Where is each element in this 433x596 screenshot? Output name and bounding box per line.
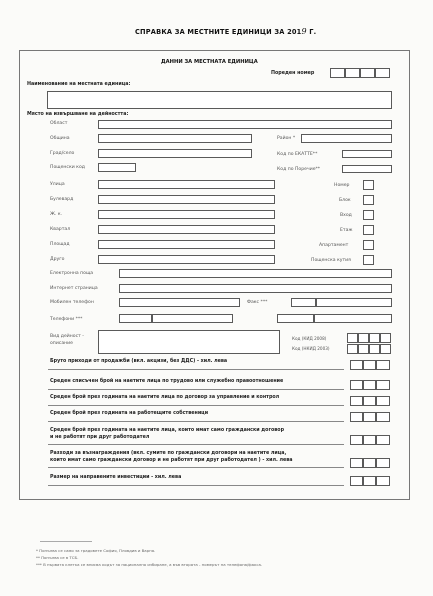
q-wages-label-1: Разходи за възнаграждения (вкл. сумите по граждански договори на наетите лица, bbox=[50, 451, 287, 456]
poreche-label: Код по Поречие** bbox=[277, 167, 321, 172]
web-label: Интернет страница bbox=[50, 286, 98, 291]
mobile-label: Мобилен телефон bbox=[50, 300, 94, 305]
blok-label: Блок bbox=[339, 198, 351, 203]
nomer-field[interactable] bbox=[363, 180, 374, 190]
obshtina-label: Община bbox=[50, 136, 70, 141]
phone1-number-field[interactable] bbox=[152, 314, 233, 323]
phone2-code-field[interactable] bbox=[277, 314, 314, 323]
nkid2003-cell-3[interactable] bbox=[369, 344, 380, 354]
q-employees-cell-3[interactable] bbox=[376, 380, 390, 390]
nkid2003-cell-2[interactable] bbox=[358, 344, 369, 354]
q-revenue-cell-1[interactable] bbox=[350, 360, 363, 370]
email-label: Електронна поща bbox=[50, 271, 94, 276]
bulevard-label: Булевард bbox=[50, 197, 74, 202]
seq-cell-2[interactable] bbox=[345, 68, 360, 78]
drugo-label: Друго bbox=[50, 257, 65, 262]
q-management-cell-1[interactable] bbox=[350, 396, 363, 406]
grad-field[interactable] bbox=[98, 149, 252, 158]
rayon-label: Район * bbox=[277, 136, 296, 141]
q-civil-cell-3[interactable] bbox=[376, 435, 390, 445]
kid2008-cell-2[interactable] bbox=[358, 333, 369, 343]
fax-label: Факс *** bbox=[247, 300, 268, 305]
kid2008-cell-4[interactable] bbox=[380, 333, 391, 343]
kid2008-cell-3[interactable] bbox=[369, 333, 380, 343]
rayon-field[interactable] bbox=[301, 134, 392, 143]
activity-label: Вид дейност - описание bbox=[50, 334, 84, 346]
kvartal-label: Квартал bbox=[50, 227, 71, 232]
q-revenue-cell-3[interactable] bbox=[376, 360, 390, 370]
q-management-cell-3[interactable] bbox=[376, 396, 390, 406]
q-wages-cell-2[interactable] bbox=[363, 458, 376, 468]
obshtina-field[interactable] bbox=[98, 134, 252, 143]
q-civil-cell-1[interactable] bbox=[350, 435, 363, 445]
nkid2003-label: Код (НКИД 2003) bbox=[292, 346, 330, 351]
mobile-field[interactable] bbox=[119, 298, 240, 307]
seq-cell-3[interactable] bbox=[360, 68, 375, 78]
web-field[interactable] bbox=[119, 284, 392, 293]
zhk-field[interactable] bbox=[98, 210, 275, 219]
page-title: СПРАВКА ЗА МЕСТНИТЕ ЕДИНИЦИ ЗА 2019 Г. bbox=[135, 27, 317, 36]
poreche-field[interactable] bbox=[342, 165, 392, 173]
nkid2003-cell-1[interactable] bbox=[347, 344, 358, 354]
phone1-code-field[interactable] bbox=[119, 314, 152, 323]
kvartal-field[interactable] bbox=[98, 225, 275, 234]
q-owners-cell-1[interactable] bbox=[350, 412, 363, 422]
q-employees-cell-1[interactable] bbox=[350, 380, 363, 390]
email-field[interactable] bbox=[119, 269, 392, 278]
name-field[interactable] bbox=[47, 91, 392, 109]
q-owners-label: Среден брой през годината на работещите собственици bbox=[50, 411, 209, 416]
footnote-3: *** В първата клетка се вписва кодът за национално избиране, а във втората - номерът на телефона/факса. bbox=[36, 562, 263, 567]
phone2-number-field[interactable] bbox=[314, 314, 392, 323]
activity-field[interactable] bbox=[98, 330, 280, 354]
q-investment-cell-2[interactable] bbox=[363, 476, 376, 486]
q-owners-cell-3[interactable] bbox=[376, 412, 390, 422]
section-title: ДАННИ ЗА МЕСТНАТА ЕДИНИЦА bbox=[161, 59, 258, 65]
fax-number-field[interactable] bbox=[316, 298, 392, 307]
q-employees-cell-2[interactable] bbox=[363, 380, 376, 390]
q-owners-cell-2[interactable] bbox=[363, 412, 376, 422]
seq-cell-4[interactable] bbox=[375, 68, 390, 78]
ekatte-field[interactable] bbox=[342, 150, 392, 158]
ploshtad-field[interactable] bbox=[98, 240, 275, 249]
q-management-cell-2[interactable] bbox=[363, 396, 376, 406]
ploshtad-label: Площад bbox=[50, 242, 70, 247]
q-investment-label: Размер на направените инвестиции - хил. лева bbox=[50, 475, 182, 480]
vhod-label: Вход bbox=[340, 213, 352, 218]
drugo-field[interactable] bbox=[98, 255, 275, 264]
q-investment-cell-3[interactable] bbox=[376, 476, 390, 486]
apartament-field[interactable] bbox=[363, 240, 374, 250]
postal-field[interactable] bbox=[98, 163, 136, 172]
kid2008-cell-1[interactable] bbox=[347, 333, 358, 343]
q-wages-cell-3[interactable] bbox=[376, 458, 390, 468]
q-wages-label-2: които имат само граждански договор и не работят при друг работодател ) - хил. лева bbox=[50, 458, 293, 463]
etazh-label: Етаж bbox=[340, 228, 353, 233]
nkid2003-cell-4[interactable] bbox=[380, 344, 391, 354]
footnote-1: * Попълва се само за градовете София, Пловдив и Варна. bbox=[36, 548, 156, 553]
oblast-field[interactable] bbox=[98, 120, 392, 129]
q-civil-label-1: Среден брой през годината на наетите лица, които имат само граждански договор bbox=[50, 428, 285, 433]
kid2008-label: Код (КИД 2008) bbox=[292, 336, 327, 341]
q-management-label: Среден брой през годината на наетите лица по договор за управление и контрол bbox=[50, 395, 280, 400]
bulevard-field[interactable] bbox=[98, 195, 275, 204]
location-label: Място на извършване на дейността: bbox=[27, 112, 129, 117]
q-investment-cell-1[interactable] bbox=[350, 476, 363, 486]
postal-label: Пощенски код bbox=[50, 165, 85, 170]
ulica-field[interactable] bbox=[98, 180, 275, 189]
grad-label: Град/село bbox=[50, 151, 75, 156]
q-revenue-label: Бруто приходи от продажби (вкл. акцизи, без ДДС) - хил. лева bbox=[50, 359, 228, 364]
q-revenue-cell-2[interactable] bbox=[363, 360, 376, 370]
etazh-field[interactable] bbox=[363, 225, 374, 235]
name-label: Наименование на местната единица: bbox=[27, 82, 131, 87]
ulica-label: Улица bbox=[50, 182, 65, 187]
seq-cell-1[interactable] bbox=[330, 68, 345, 78]
fax-code-field[interactable] bbox=[291, 298, 316, 307]
q-civil-label-2: и не работят при друг работодател bbox=[50, 435, 150, 440]
seq-label: Пореден номер bbox=[271, 71, 315, 76]
zhk-label: Ж. к. bbox=[50, 212, 63, 217]
phone-label: Телефони *** bbox=[50, 317, 83, 322]
oblast-label: Област bbox=[50, 121, 68, 126]
poshtenska-label: Пощенска кутия bbox=[311, 258, 351, 263]
q-civil-cell-2[interactable] bbox=[363, 435, 376, 445]
blok-field[interactable] bbox=[363, 195, 374, 205]
footnote-2: ** Попълва се в ТСБ. bbox=[36, 555, 79, 560]
vhod-field[interactable] bbox=[363, 210, 374, 220]
q-wages-cell-1[interactable] bbox=[350, 458, 363, 468]
nomer-label: Номер bbox=[334, 183, 350, 188]
q-employees-label: Среден списъчен брой на наетите лица по трудово или служебно правоотношение bbox=[50, 379, 284, 384]
ekatte-label: Код по ЕКАТТЕ** bbox=[277, 152, 318, 157]
apartament-label: Апартамент bbox=[319, 243, 349, 248]
poshtenska-field[interactable] bbox=[363, 255, 374, 265]
